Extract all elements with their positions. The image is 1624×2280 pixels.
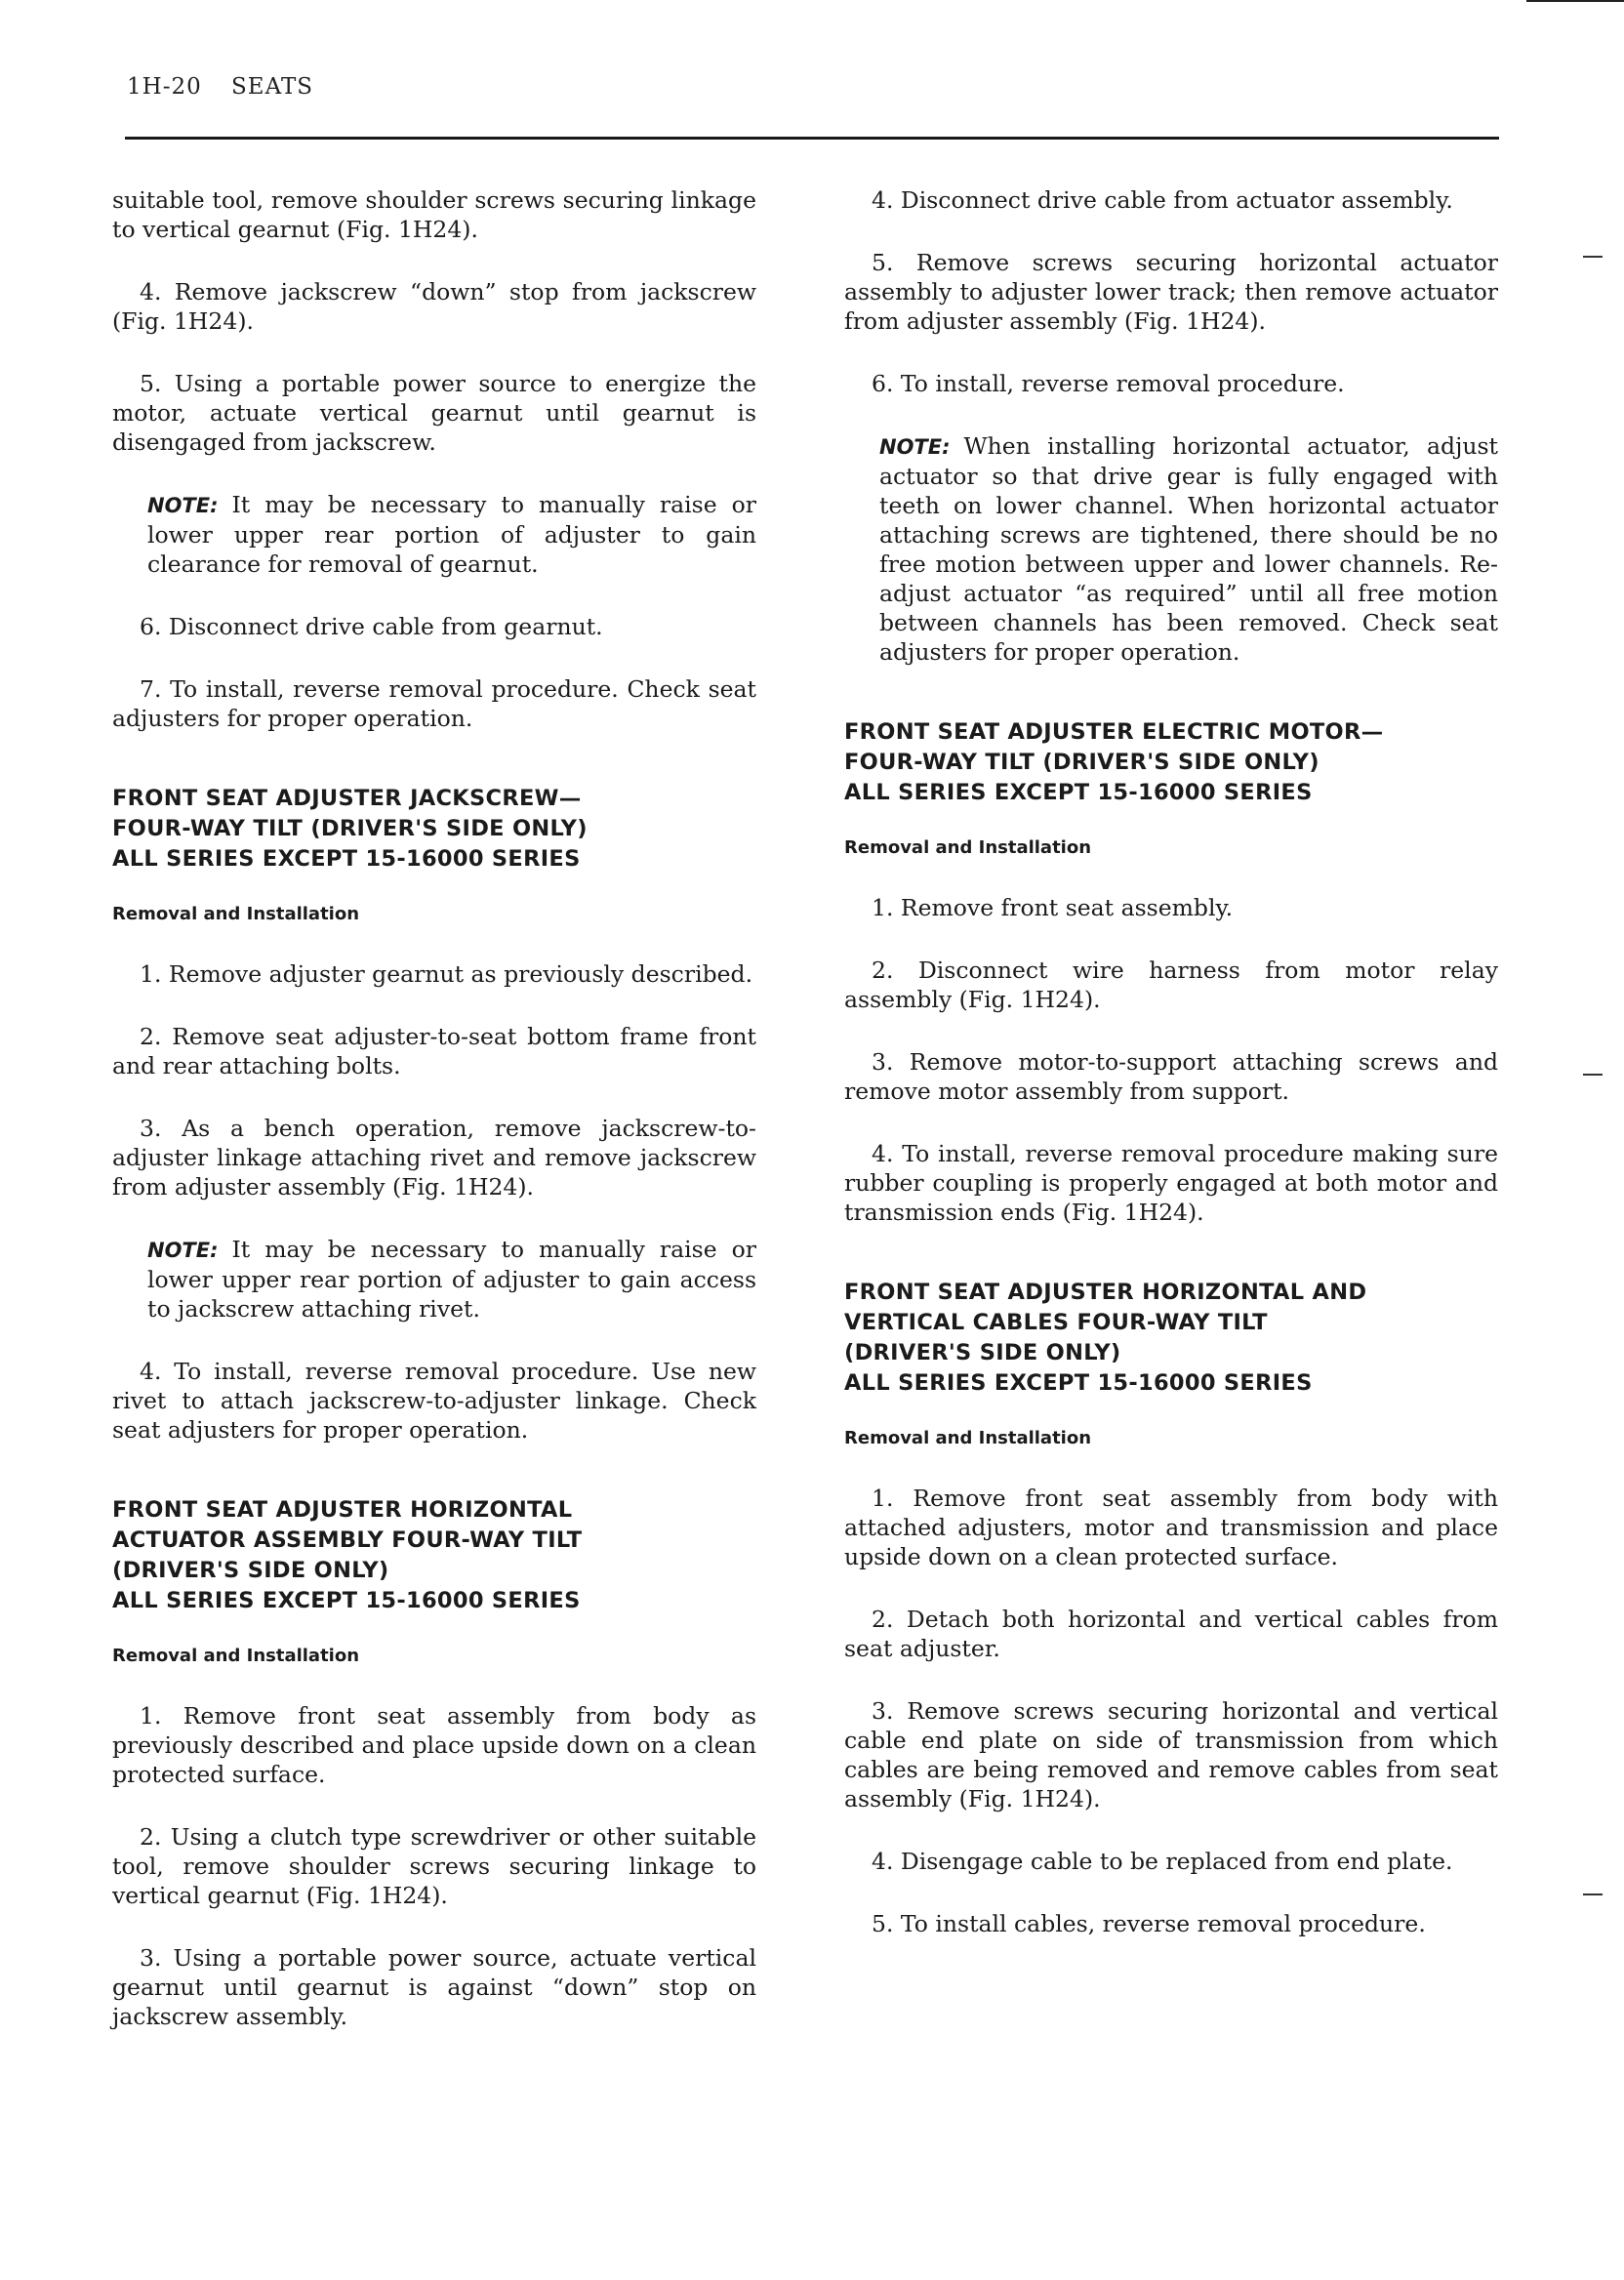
step-paragraph: 3. Remove motor-to-support attaching screws and remove motor assembly from support. <box>844 1048 1498 1105</box>
step-paragraph: 6. To install, reverse removal procedure. <box>872 370 1345 397</box>
revision-mark <box>1583 1893 1603 1895</box>
note-text: When installing horizontal actuator, adjust actuator so that drive gear is fully engaged with teeth on lower channel. When horizontal actuator attaching screws are tightened, there should be no free motion between upper and lower channels. Re-adjust actuator “as required” until all free motion between channels has been removed. Check seat adjusters for proper operation. <box>879 432 1498 666</box>
step-paragraph: 3. Using a portable power source, actuate vertical gearnut until gearnut is against “down” stop on jackscrew assembly. <box>112 1944 756 2030</box>
subheading: Removal and Installation <box>844 837 1092 858</box>
step-paragraph: 4. To install, reverse removal procedure. Use new rivet to attach jackscrew-to-adjuster linkage. Check seat adjusters for proper operation. <box>112 1358 756 1444</box>
heading-line: VERTICAL CABLES FOUR-WAY TILT <box>844 1310 1268 1335</box>
step-paragraph: 2. Remove seat adjuster-to-seat bottom frame front and rear attaching bolts. <box>112 1023 756 1079</box>
step-paragraph: 2. Detach both horizontal and vertical cables from seat adjuster. <box>844 1606 1498 1662</box>
heading-line: ALL SERIES EXCEPT 15-16000 SERIES <box>112 846 581 872</box>
step-paragraph: 5. To install cables, reverse removal procedure. <box>872 1910 1426 1937</box>
heading-line: ACTUATOR ASSEMBLY FOUR-WAY TILT <box>112 1527 583 1553</box>
heading-line: FOUR-WAY TILT (DRIVER'S SIDE ONLY) <box>112 816 588 841</box>
section-heading <box>112 784 756 875</box>
heading-line: FOUR-WAY TILT (DRIVER'S SIDE ONLY) <box>844 750 1320 775</box>
section-heading <box>844 717 1498 808</box>
step-paragraph: 5. Using a portable power source to energize the motor, actuate vertical gearnut until gearnut is disengaged from jackscrew. <box>112 370 756 456</box>
right-column <box>844 185 1498 1972</box>
step-paragraph: 3. As a bench operation, remove jackscrew-to-adjuster linkage attaching rivet and remove jackscrew from adjuster assembly (Fig. 1H24). <box>112 1115 756 1201</box>
note-text: It may be necessary to manually raise or lower upper rear portion of adjuster to gain clearance for removal of gearnut. <box>147 491 756 578</box>
page-number: 1H-20 <box>127 74 202 100</box>
step-paragraph: 4. Disconnect drive cable from actuator assembly. <box>872 186 1453 214</box>
heading-line: FRONT SEAT ADJUSTER HORIZONTAL <box>112 1497 573 1523</box>
step-paragraph: 1. Remove front seat assembly from body as previously described and place upside down on a clean protected surface. <box>112 1702 756 1788</box>
step-paragraph: 5. Remove screws securing horizontal actuator assembly to adjuster lower track; then remove actuator from adjuster assembly (Fig. 1H24). <box>844 249 1498 335</box>
note-label: NOTE: <box>879 435 951 459</box>
heading-line: ALL SERIES EXCEPT 15-16000 SERIES <box>844 780 1313 805</box>
note-label: NOTE: <box>147 1239 219 1262</box>
header-rule <box>125 137 1499 140</box>
note-label: NOTE: <box>147 494 219 517</box>
step-paragraph: 2. Disconnect wire harness from motor relay assembly (Fig. 1H24). <box>844 957 1498 1013</box>
step-paragraph: 4. To install, reverse removal procedure making sure rubber coupling is properly engaged at both motor and transmission ends (Fig. 1H24). <box>844 1140 1498 1226</box>
revision-mark <box>1583 1074 1603 1076</box>
note <box>112 1235 756 1323</box>
heading-line: FRONT SEAT ADJUSTER HORIZONTAL AND <box>844 1280 1367 1305</box>
step-paragraph: 6. Disconnect drive cable from gearnut. <box>140 613 603 640</box>
page-header <box>127 74 313 100</box>
step-paragraph: 4. Disengage cable to be replaced from end plate. <box>872 1848 1453 1875</box>
heading-line: (DRIVER'S SIDE ONLY) <box>844 1340 1121 1365</box>
step-paragraph: 1. Remove front seat assembly. <box>872 894 1234 921</box>
section-heading <box>844 1278 1498 1399</box>
heading-line: FRONT SEAT ADJUSTER JACKSCREW— <box>112 786 582 811</box>
paragraph: suitable tool, remove shoulder screws securing linkage to vertical gearnut (Fig. 1H24). <box>112 186 756 243</box>
subheading: Removal and Installation <box>112 904 360 924</box>
subheading: Removal and Installation <box>112 1646 360 1666</box>
note <box>112 490 756 579</box>
heading-line: ALL SERIES EXCEPT 15-16000 SERIES <box>844 1370 1313 1396</box>
step-paragraph: 4. Remove jackscrew “down” stop from jackscrew (Fig. 1H24). <box>112 278 756 335</box>
section-heading <box>112 1495 756 1616</box>
section-title: SEATS <box>231 74 314 100</box>
step-paragraph: 1. Remove front seat assembly from body with attached adjusters, motor and transmission and place upside down on a clean protected surface. <box>844 1485 1498 1570</box>
step-paragraph: 2. Using a clutch type screwdriver or other suitable tool, remove shoulder screws securing linkage to vertical gearnut (Fig. 1H24). <box>112 1823 756 1909</box>
note-text: It may be necessary to manually raise or lower upper rear portion of adjuster to gain access to jackscrew attaching rivet. <box>147 1236 756 1323</box>
note <box>844 431 1498 667</box>
heading-line: ALL SERIES EXCEPT 15-16000 SERIES <box>112 1588 581 1613</box>
step-paragraph: 7. To install, reverse removal procedure. Check seat adjusters for proper operation. <box>112 675 756 732</box>
subheading: Removal and Installation <box>844 1428 1092 1448</box>
revision-mark <box>1583 256 1603 258</box>
left-column <box>112 185 756 2064</box>
heading-line: (DRIVER'S SIDE ONLY) <box>112 1558 389 1583</box>
step-paragraph: 3. Remove screws securing horizontal and vertical cable end plate on side of transmission from which cables are being removed and remove cables from seat assembly (Fig. 1H24). <box>844 1697 1498 1812</box>
top-corner-line <box>1526 0 1624 2</box>
heading-line: FRONT SEAT ADJUSTER ELECTRIC MOTOR— <box>844 719 1384 745</box>
step-paragraph: 1. Remove adjuster gearnut as previously described. <box>140 960 753 988</box>
